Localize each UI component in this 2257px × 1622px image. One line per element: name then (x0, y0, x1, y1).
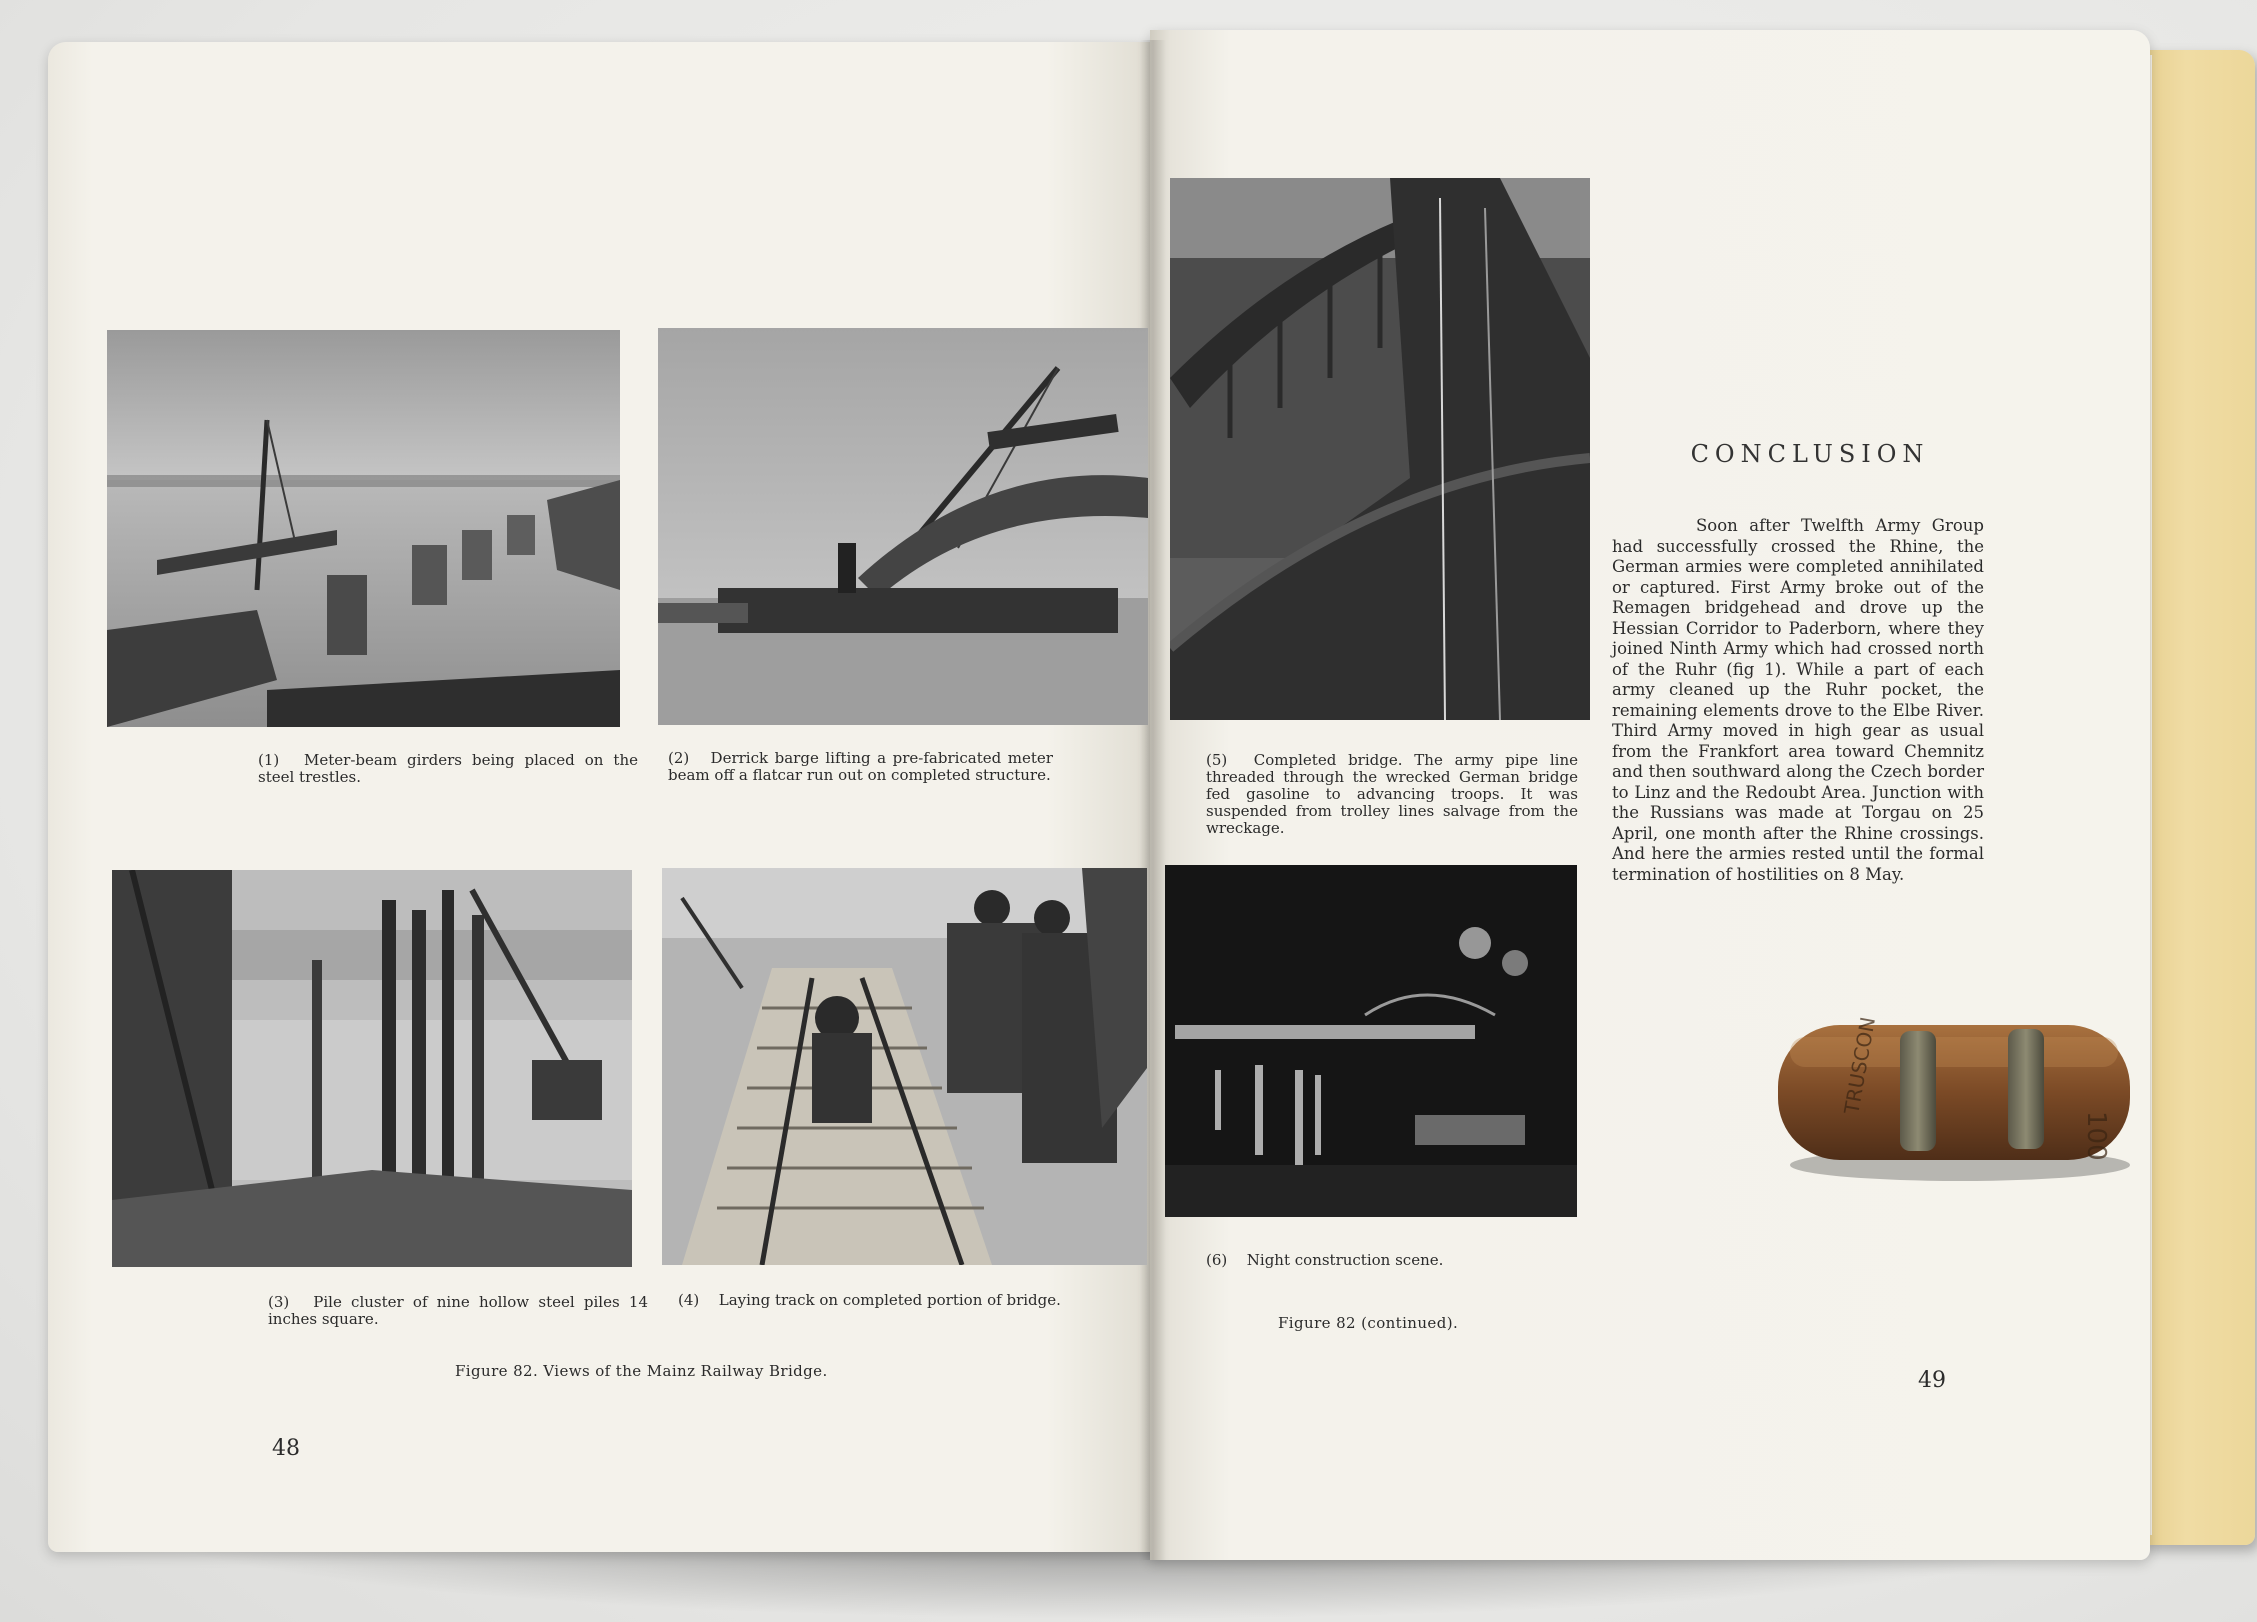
caption-number: (1) (258, 751, 280, 769)
stamp-text: TRUSCON (1839, 1015, 1880, 1116)
page-number-right: 49 (1918, 1368, 1946, 1393)
back-cover (2140, 50, 2255, 1545)
caption-number: (3) (268, 1293, 290, 1311)
caption-photo-3 (268, 1294, 648, 1328)
caption-text: Laying track on completed portion of bridge. (718, 1291, 1061, 1309)
caption-number: (5) (1206, 751, 1228, 769)
caption-text: Derrick barge lifting a pre-fabricated meter beam off a flatcar run out on completed structure. (668, 749, 1053, 784)
conclusion-body: Soon after Twelfth Army Group had successfully crossed the Rhine, the German armies were completed annihilated or captured. First Army broke out of the Remagen bridgehead and drove up the Hessian Corridor to Paderborn, where they joined Ninth Army which had crossed north of the Ruhr (fig 1). While a part of each army cleaned up the Ruhr pocket, the remaining elements drove to the Elbe River. Third Army moved in high gear as usual from the Frankfort area toward Chemnitz and then southward along the Czech border to Linz and the Redoubt Area. Junction with the Russians was made at Torgau on 25 April, one month after the Rhine crossings. And here the armies rested until the formal termination of hostilities on 8 May. (1612, 516, 1984, 884)
caption-text: Night construction scene. (1246, 1251, 1444, 1269)
page-number-left: 48 (272, 1436, 300, 1461)
caption-text: Completed bridge. The army pipe line threaded through the wrecked German bridge fed gasoline to advancing troops. It was suspended from trolley lines salvage from the wreckage. (1206, 751, 1578, 837)
photo-derrick-barge (658, 328, 1148, 725)
photo-completed-bridge (1170, 178, 1590, 720)
stamp-number: 100 (2081, 1111, 2111, 1161)
metal-paperweight-icon (1770, 1015, 2140, 1183)
caption-text: Meter-beam girders being placed on the steel trestles. (258, 751, 638, 786)
conclusion-heading: CONCLUSION (1690, 440, 1930, 468)
photo-meter-beam-girders (107, 330, 620, 727)
caption-number: (2) (668, 749, 690, 767)
caption-text: Pile cluster of nine hollow steel piles 14 inches square. (268, 1293, 648, 1328)
figure-caption-left: Figure 82. Views of the Mainz Railway Bridge. (455, 1362, 828, 1380)
figure-caption-right: Figure 82 (continued). (1278, 1314, 1459, 1332)
book-gutter (1140, 40, 1166, 1560)
caption-photo-2 (668, 750, 1053, 784)
photo-laying-track (662, 868, 1147, 1265)
caption-photo-4 (678, 1292, 1063, 1309)
photo-pile-cluster (112, 870, 632, 1267)
caption-photo-5 (1206, 752, 1578, 837)
caption-photo-1 (258, 752, 638, 786)
photo-night-construction (1165, 865, 1577, 1217)
caption-photo-6 (1206, 1252, 1578, 1269)
caption-number: (6) (1206, 1251, 1228, 1269)
caption-number: (4) (678, 1291, 700, 1309)
